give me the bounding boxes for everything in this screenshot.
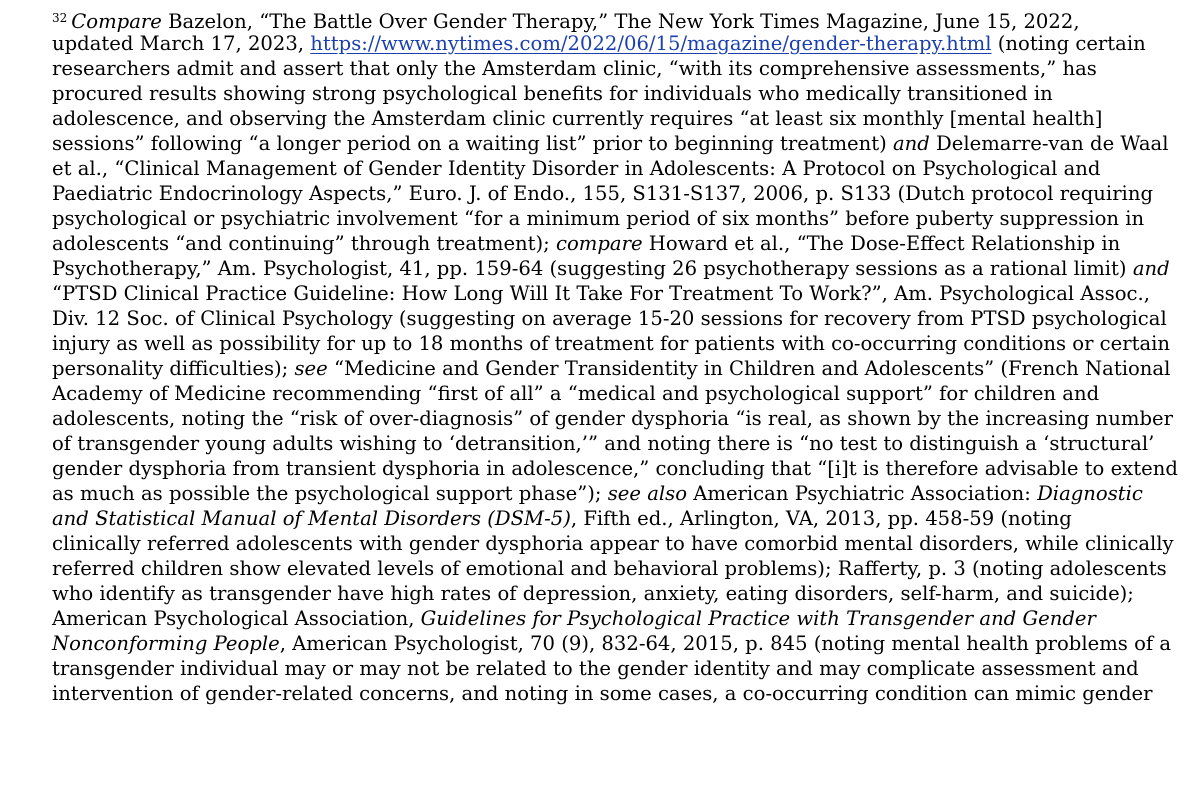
- text-run: (noting certain: [991, 32, 1146, 55]
- footnote-line: [52, 31, 1194, 56]
- italic-text: Compare: [71, 10, 162, 33]
- footnote-line: [52, 256, 1194, 281]
- text-run: , Fifth ed., Arlington, VA, 2013, pp. 458-59 (noting: [570, 507, 1072, 530]
- footnote-line: [52, 631, 1194, 656]
- text-run: injury as well as possibility for up to 18 months of treatment for patients with co-occurring conditions or certain: [52, 332, 1171, 355]
- footnote-line: [52, 181, 1194, 206]
- text-run: Academy of Medicine recommending “first of all” a “medical and psychological support” for children and: [52, 382, 1100, 405]
- footnote-line: [52, 581, 1194, 606]
- text-run: , American Psychologist, 70 (9), 832-64, 2015, p. 845 (noting mental health problems of a: [279, 632, 1172, 655]
- footnote-line: [52, 106, 1194, 131]
- text-run: Paediatric Endocrinology Aspects,” Euro. J. of Endo., 155, S131-S137, 2006, p. S133 (Dutch protocol requiring: [52, 182, 1153, 205]
- footnote-line: [52, 506, 1194, 531]
- text-run: adolescents “and continuing” through treatment);: [52, 232, 557, 255]
- footnote-line: [52, 56, 1194, 81]
- text-run: personality difficulties);: [52, 357, 295, 380]
- text-run: procured results showing strong psychological benefits for individuals who medically transitioned in: [52, 82, 1053, 105]
- footnote-line: [52, 231, 1194, 256]
- text-run: Div. 12 Soc. of Clinical Psychology (suggesting on average 15-20 sessions for recovery from PTSD psychological: [52, 307, 1167, 330]
- text-run: who identify as transgender have high rates of depression, anxiety, eating disorders, self-harm, and suicide);: [52, 582, 1134, 605]
- text-run: updated March 17, 2023,: [52, 32, 311, 55]
- footnote-line: [52, 481, 1194, 506]
- italic-text: and: [892, 132, 930, 155]
- text-run: Psychotherapy,” Am. Psychologist, 41, pp. 159-64 (suggesting 26 psychotherapy sessions as a rational limit): [52, 257, 1133, 280]
- text-run: sessions” following “a longer period on a waiting list” prior to beginning treatment): [52, 132, 893, 155]
- footnote-line: [52, 606, 1194, 631]
- text-run: “PTSD Clinical Practice Guideline: How Long Will It Take For Treatment To Work?”, Am. Psychological Assoc.,: [52, 282, 1150, 305]
- text-run: “Medicine and Gender Transidentity in Children and Adolescents” (French National: [327, 357, 1171, 380]
- italic-text: Diagnostic: [1037, 482, 1143, 505]
- footnote-line: [52, 206, 1194, 231]
- text-run: Delemarre-van de Waal: [929, 132, 1169, 155]
- text-run: as much as possible the psychological support phase”);: [52, 482, 608, 505]
- footnote-line: [52, 431, 1194, 456]
- footnote-line: [52, 656, 1194, 681]
- footnote-line: [52, 81, 1194, 106]
- footnote-line: [52, 381, 1194, 406]
- text-run: transgender individual may or may not be related to the gender identity and may complicate assessment and: [52, 657, 1139, 680]
- footnote-line: [52, 456, 1194, 481]
- italic-text: Nonconforming People: [52, 632, 280, 655]
- italic-text: Guidelines for Psychological Practice with Transgender and Gender: [420, 607, 1096, 630]
- text-run: researchers admit and assert that only the Amsterdam clinic, “with its comprehensive assessments,” has: [52, 57, 1097, 80]
- footnote-number: 32: [52, 11, 68, 25]
- text-run: adolescents, noting the “risk of over-diagnosis” of gender dysphoria “is real, as shown by the increasing number: [52, 407, 1173, 430]
- text-run: of transgender young adults wishing to ‘detransition,’” and noting there is “no test to distinguish a ‘structural’: [52, 432, 1155, 455]
- italic-text: and Statistical Manual of Mental Disorders (DSM-5): [52, 507, 571, 530]
- footnote-text: [52, 6, 1194, 706]
- footnote-line: [52, 306, 1194, 331]
- text-run: et al., “Clinical Management of Gender Identity Disorder in Adolescents: A Protocol on Psychological and: [52, 157, 1101, 180]
- article-link[interactable]: https://www.nytimes.com/2022/06/15/magazine/gender-therapy.html: [310, 32, 992, 55]
- text-run: referred children show elevated levels of emotional and behavioral problems); Rafferty, p. 3 (noting adolescents: [52, 557, 1167, 580]
- footnote-line: [52, 331, 1194, 356]
- text-run: psychological or psychiatric involvement “for a minimum period of six months” before puberty suppression in: [52, 207, 1145, 230]
- italic-text: see also: [607, 482, 687, 505]
- footnote-line: [52, 156, 1194, 181]
- footnote-line: [52, 556, 1194, 581]
- footnote-line: [52, 681, 1194, 706]
- text-run: American Psychological Association,: [52, 607, 421, 630]
- footnote-line: [52, 406, 1194, 431]
- footnote-line: [52, 356, 1194, 381]
- text-run: intervention of gender-related concerns, and noting in some cases, a co-occurring condition can mimic gender: [52, 682, 1153, 705]
- footnote-line: [52, 131, 1194, 156]
- italic-text: see: [294, 357, 328, 380]
- italic-text: and: [1132, 257, 1170, 280]
- footnote-line: [52, 531, 1194, 556]
- text-run: Howard et al., “The Dose-Effect Relationship in: [642, 232, 1121, 255]
- italic-text: compare: [556, 232, 643, 255]
- footnote-line: [52, 281, 1194, 306]
- text-run: clinically referred adolescents with gender dysphoria appear to have comorbid mental disorders, while clinically: [52, 532, 1174, 555]
- text-run: adolescence, and observing the Amsterdam clinic currently requires “at least six monthly [mental health]: [52, 107, 1103, 130]
- footnote-line: [52, 6, 1194, 31]
- text-run: Bazelon, “The Battle Over Gender Therapy,” The New York Times Magazine, June 15, 2022,: [161, 10, 1080, 33]
- text-run: gender dysphoria from transient dysphoria in adolescence,” concluding that “[i]t is therefore advisable to extend: [52, 457, 1178, 480]
- text-run: American Psychiatric Association:: [687, 482, 1038, 505]
